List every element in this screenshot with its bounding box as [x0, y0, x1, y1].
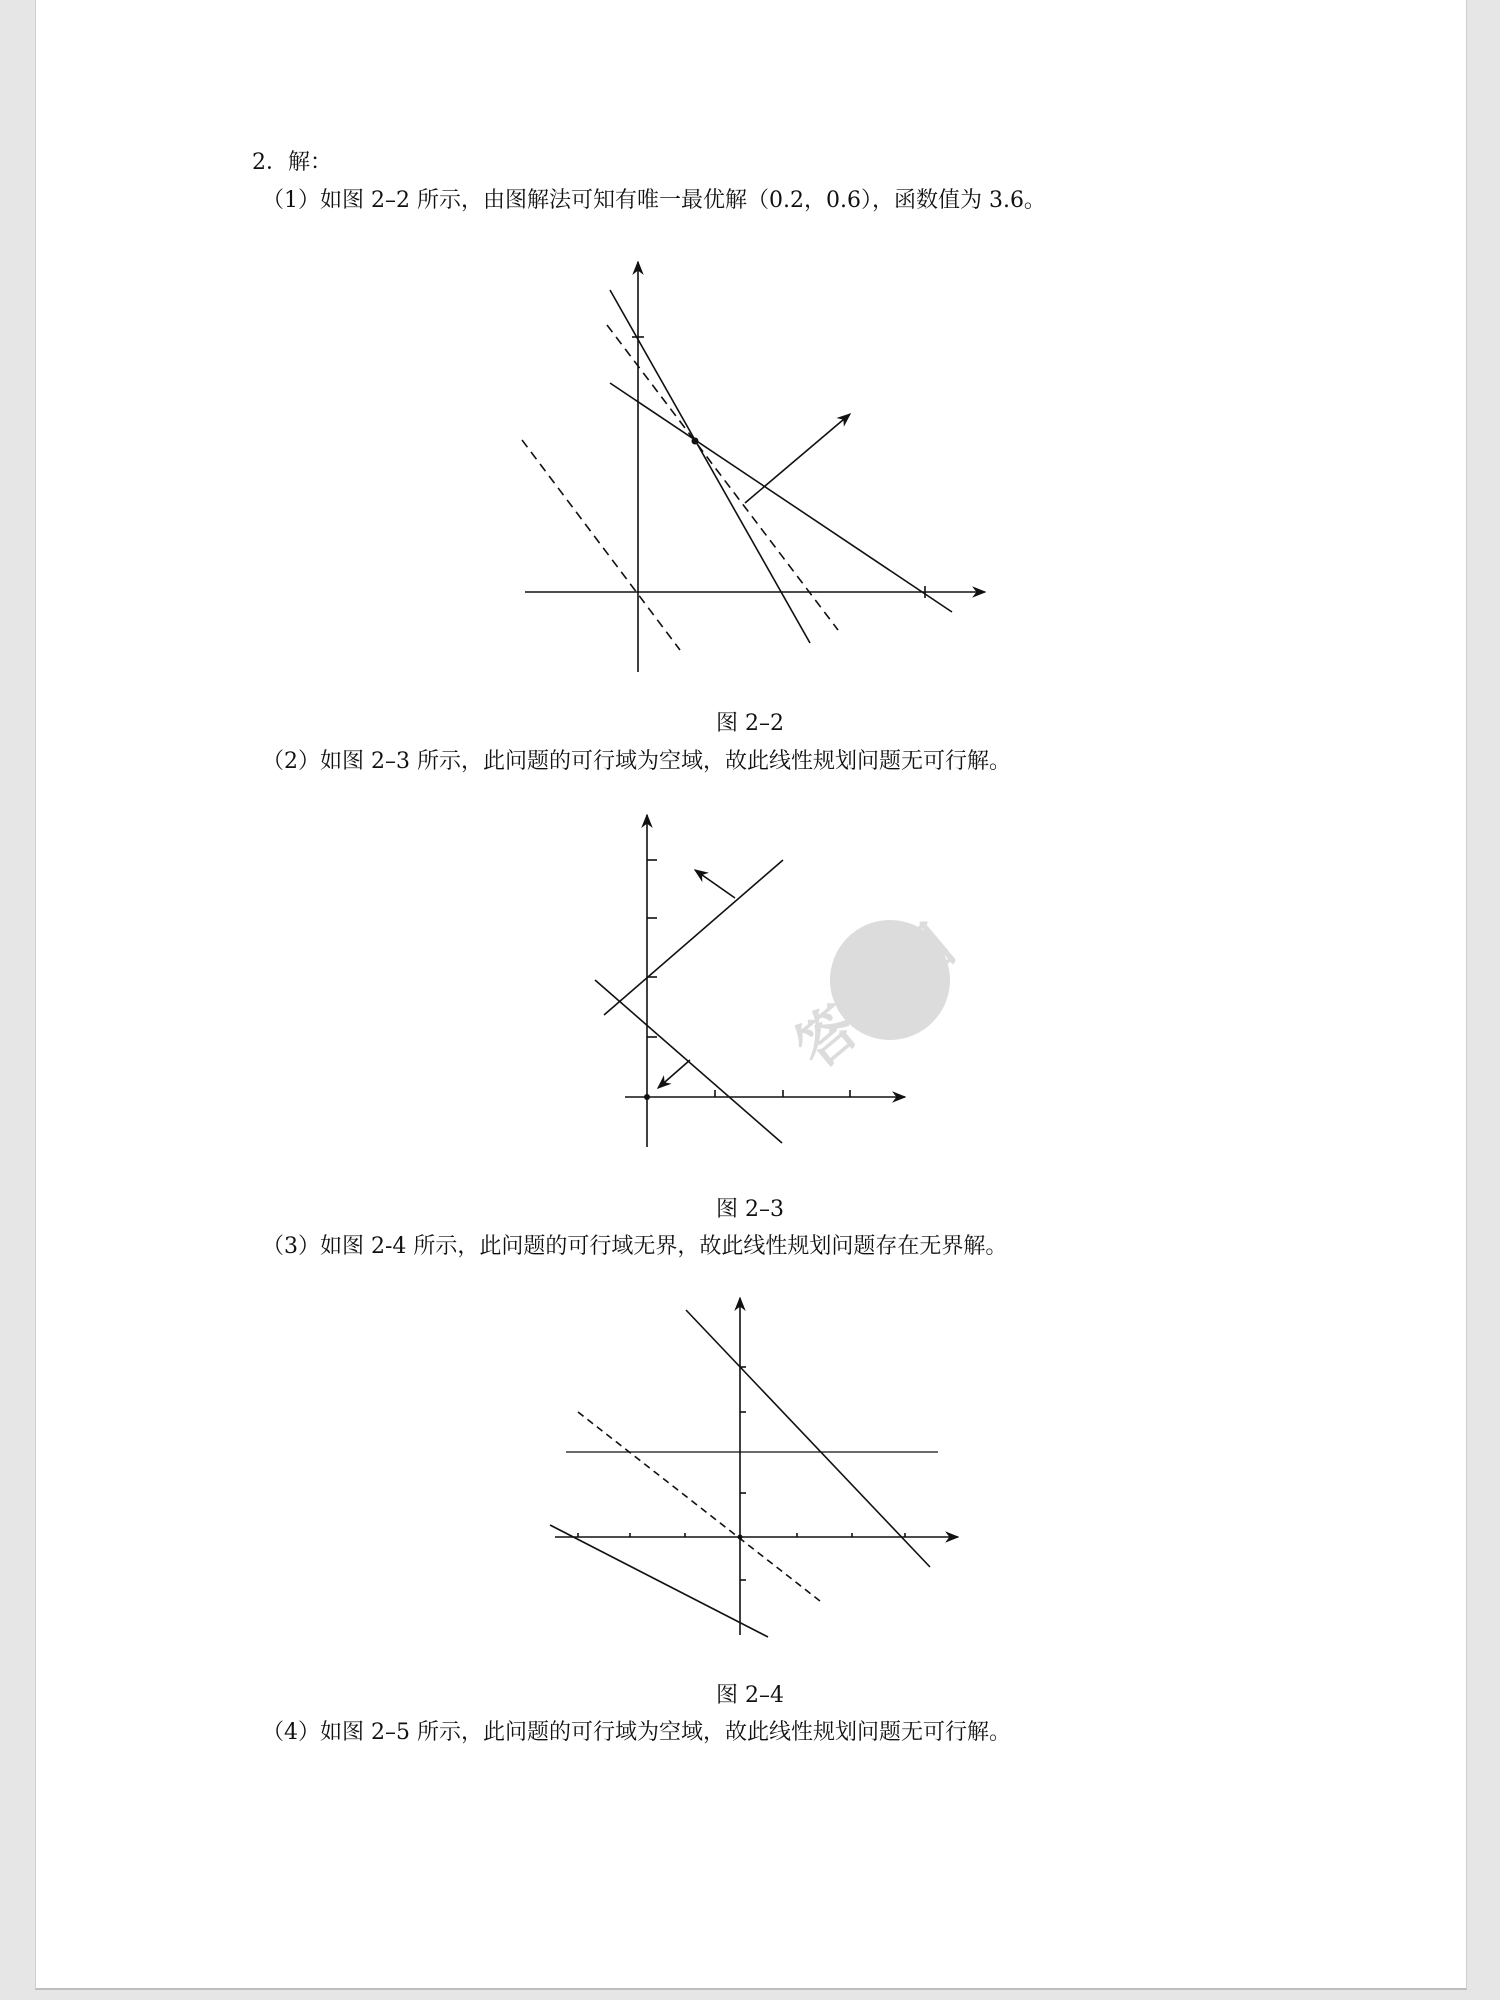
- figure-2-3-caption: 图 2–3: [716, 1197, 784, 1222]
- part-3-text: （3）如图 2-4 所示，此问题的可行域无界，故此线性规划问题存在无界解。: [262, 1234, 1008, 1259]
- part-1-text: （1）如图 2–2 所示，由图解法可知有唯一最优解（0.2，0.6），函数值为 3.6。: [262, 188, 1046, 213]
- watermark-text: 答案圈: [783, 910, 970, 1082]
- solution-heading: 2．解：: [252, 150, 332, 175]
- part-4-text: （4）如图 2–5 所示，此问题的可行域为空域，故此线性规划问题无可行解。: [262, 1720, 1011, 1745]
- figure-2-2-caption: 图 2–2: [716, 711, 784, 736]
- figure-2-4-caption: 图 2–4: [716, 1683, 784, 1708]
- part-2-text: （2）如图 2–3 所示，此问题的可行域为空域，故此线性规划问题无可行解。: [262, 749, 1011, 774]
